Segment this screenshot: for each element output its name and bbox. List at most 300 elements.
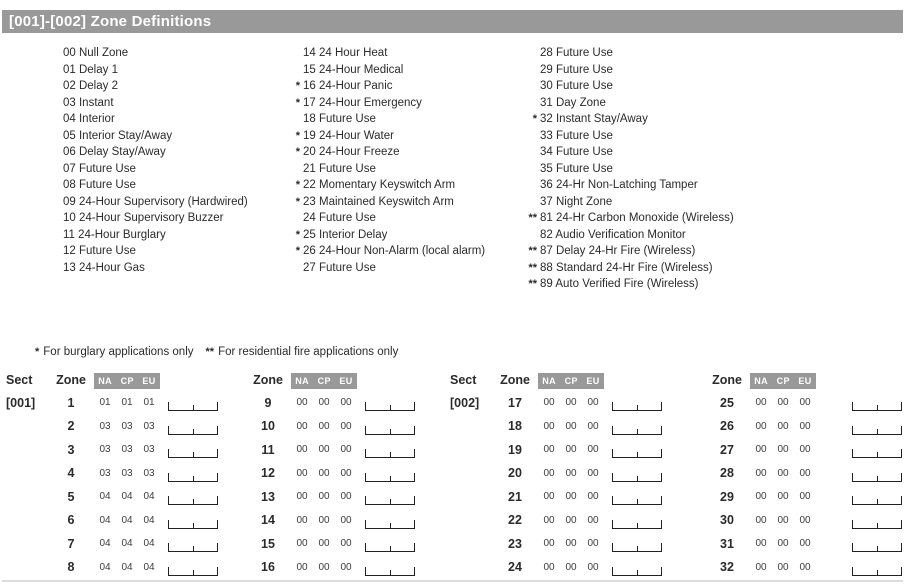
zone-type-item [521, 128, 734, 145]
zone-definition-value: 00 [318, 420, 330, 432]
write-in-field [852, 496, 902, 505]
zone-type-item [521, 45, 734, 62]
zone-definition-value: 00 [755, 420, 767, 432]
zone-type-item [284, 45, 521, 62]
zone-definition-value: 00 [755, 491, 767, 503]
zone-definition-value: 01 [99, 397, 111, 409]
zone-number: 28 [720, 466, 734, 481]
zone-type-label: 12 Future Use [63, 245, 136, 258]
worksheet-header-row [706, 373, 911, 391]
zone-definition-value: 00 [340, 444, 352, 456]
write-in-field-cell [162, 539, 220, 548]
zone-number: 11 [261, 442, 275, 457]
zone-type-item [521, 194, 734, 211]
zone-definition-values [748, 562, 818, 573]
zone-definition-value: 00 [777, 420, 789, 432]
worksheet-row [247, 556, 417, 580]
zone-type-label: 16 24-Hour Panic [303, 80, 393, 93]
zone-type-item [521, 177, 734, 194]
zone-type-item [521, 144, 734, 161]
zone-type-label: 01 Delay 1 [63, 63, 118, 76]
zone-type-item [521, 62, 734, 79]
zone-type-item [521, 227, 734, 244]
zone-number: 24 [508, 560, 522, 575]
zone-definition-value: 03 [143, 467, 155, 479]
zone-definition-value: 00 [777, 467, 789, 479]
subcolumn-label: NA [295, 376, 310, 386]
subcolumn-label: EU [586, 376, 600, 386]
zone-type-label: 14 24 Hour Heat [303, 47, 388, 60]
zone-definition-values [92, 515, 162, 526]
zone-definition-value: 03 [143, 444, 155, 456]
write-in-field-cell [818, 422, 911, 431]
zone-type-label: 27 Future Use [303, 261, 376, 274]
worksheet-header-row [0, 373, 220, 391]
write-in-field [168, 496, 218, 505]
zone-applicability-flag: ** [528, 278, 537, 291]
zone-definition-value: 00 [543, 514, 555, 526]
zone-definition-value: 00 [543, 397, 555, 409]
write-in-field-cell [162, 422, 220, 431]
subcolumn-label: CP [564, 376, 578, 386]
zone-type-item [521, 111, 734, 128]
zone-definition-values [536, 421, 606, 432]
worksheet-row [444, 509, 664, 533]
sect-column-header: Sect [450, 373, 477, 387]
zone-type-label: 05 Interior Stay/Away [63, 129, 173, 142]
zone-type-item [44, 144, 284, 161]
zone-definition-values [289, 468, 359, 479]
zone-applicability-flag: ** [528, 261, 537, 274]
zone-type-label: 35 Future Use [540, 162, 613, 175]
worksheet-row [706, 415, 911, 439]
write-in-field-cell [359, 445, 417, 454]
zone-number: 19 [508, 442, 522, 457]
zone-type-label: 89 Auto Verified Fire (Wireless) [540, 278, 699, 291]
zone-type-label: 02 Delay 2 [63, 80, 118, 93]
zone-definition-value: 00 [296, 491, 308, 503]
footnotes [35, 346, 398, 358]
zone-number: 13 [261, 489, 275, 504]
zone-definition-value: 04 [99, 491, 111, 503]
write-in-field [365, 449, 415, 458]
zone-definition-value: 00 [565, 514, 577, 526]
write-in-field-cell [818, 563, 911, 572]
worksheet-row [444, 391, 664, 415]
write-in-field [852, 567, 902, 576]
zone-definition-value: 00 [318, 538, 330, 550]
zone-definition-value: 04 [143, 514, 155, 526]
zone-definition-value: 00 [565, 491, 577, 503]
zone-definition-value: 00 [318, 397, 330, 409]
subcolumn-label: NA [754, 376, 769, 386]
zone-definition-value: 00 [296, 467, 308, 479]
zone-number: 15 [261, 536, 275, 551]
zone-type-label: 31 Day Zone [540, 96, 606, 109]
worksheet-row [444, 485, 664, 509]
write-in-field [612, 496, 662, 505]
zone-definition-value: 00 [340, 491, 352, 503]
worksheet-header-row [247, 373, 417, 391]
write-in-field [852, 520, 902, 529]
zone-definition-values [748, 515, 818, 526]
zone-definition-value: 01 [121, 397, 133, 409]
write-in-field [365, 520, 415, 529]
zone-type-item [284, 111, 521, 128]
zone-number: 16 [261, 560, 275, 575]
subcolumn-label: EU [339, 376, 353, 386]
zone-definition-values [289, 397, 359, 408]
zone-definition-value: 00 [296, 420, 308, 432]
worksheet-row [0, 485, 220, 509]
write-in-field-cell [359, 469, 417, 478]
zone-definition-values [536, 562, 606, 573]
zone-definition-value: 04 [99, 538, 111, 550]
zone-definition-value: 04 [121, 491, 133, 503]
zone-definition-values [289, 491, 359, 502]
zone-definition-value: 00 [799, 514, 811, 526]
write-in-field-cell [162, 516, 220, 525]
zone-definition-value: 03 [99, 444, 111, 456]
worksheet-row [0, 438, 220, 462]
write-in-field-cell [359, 492, 417, 501]
zone-number: 17 [508, 395, 522, 410]
zone-number: 27 [720, 442, 734, 457]
zone-definition-values [748, 421, 818, 432]
zone-type-label: 18 Future Use [303, 113, 376, 126]
zone-type-item [521, 161, 734, 178]
zone-type-label: 20 24-Hour Freeze [303, 146, 400, 159]
zone-applicability-flag: * [295, 245, 300, 258]
worksheet-row [247, 391, 417, 415]
write-in-field-cell [818, 516, 911, 525]
zone-definition-value: 00 [340, 514, 352, 526]
footnote [35, 346, 194, 358]
zone-number: 31 [720, 536, 734, 551]
zone-definition-value: 04 [121, 561, 133, 573]
zone-type-item [44, 243, 284, 260]
write-in-field-cell [606, 445, 664, 454]
zone-type-label: 37 Night Zone [540, 195, 613, 208]
zone-definition-values [536, 397, 606, 408]
zone-definition-value: 00 [587, 491, 599, 503]
zone-definition-value: 00 [799, 491, 811, 503]
write-in-field-cell [162, 445, 220, 454]
write-in-field [852, 543, 902, 552]
worksheet-row [247, 509, 417, 533]
zone-definition-value: 00 [296, 514, 308, 526]
zone-number: 30 [720, 513, 734, 528]
write-in-field-cell [818, 445, 911, 454]
zone-definition-value: 00 [755, 397, 767, 409]
write-in-field [365, 402, 415, 411]
zone-definition-values [92, 421, 162, 432]
zone-definition-value: 00 [799, 444, 811, 456]
zone-type-item [284, 260, 521, 277]
zone-applicability-flag: ** [528, 212, 537, 225]
zone-number: 26 [720, 419, 734, 434]
write-in-field [365, 426, 415, 435]
zone-definition-value: 04 [121, 514, 133, 526]
zone-applicability-flag: * [295, 129, 300, 142]
write-in-field [852, 402, 902, 411]
zone-type-item [44, 128, 284, 145]
write-in-field-cell [162, 563, 220, 572]
write-in-field [612, 567, 662, 576]
zone-definition-value: 00 [543, 420, 555, 432]
worksheet-row [444, 415, 664, 439]
zone-definition-values [536, 444, 606, 455]
zone-type-label: 23 Maintained Keyswitch Arm [303, 195, 454, 208]
zone-applicability-flag: * [295, 96, 300, 109]
zone-type-item [44, 210, 284, 227]
zone-number: 32 [720, 560, 734, 575]
write-in-field-cell [162, 492, 220, 501]
zone-number: 18 [508, 419, 522, 434]
write-in-field [612, 543, 662, 552]
zone-definition-value: 00 [755, 444, 767, 456]
zone-type-item [44, 194, 284, 211]
footnote-flag: ** [205, 346, 215, 358]
write-in-field-cell [359, 563, 417, 572]
zone-column-header: Zone [712, 373, 742, 387]
zone-number: 14 [261, 513, 275, 528]
zone-type-label: 11 24-Hour Burglary [63, 228, 166, 241]
subcolumn-label: EU [798, 376, 812, 386]
write-in-field [365, 496, 415, 505]
zone-type-label: 10 24-Hour Supervisory Buzzer [63, 212, 224, 225]
write-in-field [852, 449, 902, 458]
zone-definition-value: 00 [587, 444, 599, 456]
zone-definition-value: 00 [296, 397, 308, 409]
zone-definition-values [748, 538, 818, 549]
write-in-field [852, 426, 902, 435]
zone-definition-value: 03 [121, 420, 133, 432]
worksheet-group-4 [706, 373, 911, 579]
zone-number: 21 [508, 489, 522, 504]
zone-type-label: 13 24-Hour Gas [63, 261, 145, 274]
write-in-field-cell [359, 539, 417, 548]
zone-definition-value: 00 [755, 561, 767, 573]
worksheet-row [0, 391, 220, 415]
zone-type-label: 24 Future Use [303, 212, 376, 225]
zone-type-item [44, 78, 284, 95]
zone-definition-value: 00 [543, 538, 555, 550]
write-in-field [612, 449, 662, 458]
zone-type-label: 08 Future Use [63, 179, 136, 192]
zone-type-item [521, 78, 734, 95]
zone-definition-values [92, 468, 162, 479]
subcolumn-label: EU [142, 376, 156, 386]
write-in-field [168, 473, 218, 482]
zone-type-label: 34 Future Use [540, 146, 613, 159]
zone-type-label: 03 Instant [63, 96, 114, 109]
zone-definition-values [536, 468, 606, 479]
zone-definition-value: 00 [296, 561, 308, 573]
zone-definition-values [92, 491, 162, 502]
worksheet-row [247, 532, 417, 556]
worksheet-row [706, 556, 911, 580]
worksheet-row [0, 415, 220, 439]
write-in-field [365, 473, 415, 482]
zone-type-item [284, 144, 521, 161]
zone-number: 2 [67, 419, 75, 434]
na-cp-eu-header [750, 373, 816, 389]
worksheet-header-row [444, 373, 664, 391]
zone-number: 5 [67, 489, 75, 504]
zone-definition-values [92, 444, 162, 455]
zone-definition-value: 00 [799, 397, 811, 409]
zone-type-label: 17 24-Hour Emergency [303, 96, 422, 109]
zone-type-item [284, 128, 521, 145]
zone-type-label: 21 Future Use [303, 162, 376, 175]
zone-type-label: 30 Future Use [540, 80, 613, 93]
zone-definition-value: 00 [777, 514, 789, 526]
footnote [206, 346, 399, 358]
zone-applicability-flag: * [295, 80, 300, 93]
zone-definition-value: 00 [543, 561, 555, 573]
zone-definition-value: 00 [755, 467, 767, 479]
zone-applicability-flag: * [295, 146, 300, 159]
zone-definition-value: 00 [543, 491, 555, 503]
zone-number: 12 [261, 466, 275, 481]
na-cp-eu-header [94, 373, 160, 389]
zone-definition-value: 00 [799, 420, 811, 432]
zone-definition-values [289, 444, 359, 455]
write-in-field [365, 543, 415, 552]
write-in-field [612, 402, 662, 411]
zone-type-item [521, 260, 734, 277]
zone-definition-values [748, 444, 818, 455]
section-title-bar [2, 10, 903, 33]
zone-definition-value: 00 [587, 561, 599, 573]
zone-number: 23 [508, 536, 522, 551]
zone-definition-value: 04 [143, 538, 155, 550]
worksheet-row [706, 485, 911, 509]
zone-definition-value: 00 [587, 514, 599, 526]
zone-definition-value: 00 [318, 467, 330, 479]
footnote-text: For residential fire applications only [218, 346, 399, 358]
zone-type-label: 32 Instant Stay/Away [540, 113, 648, 126]
zone-definition-value: 00 [318, 514, 330, 526]
zone-definition-value: 00 [565, 538, 577, 550]
write-in-field-cell [606, 492, 664, 501]
zone-type-column-3 [521, 45, 734, 293]
zone-definition-value: 00 [318, 491, 330, 503]
zone-type-label: 88 Standard 24-Hr Fire (Wireless) [540, 261, 713, 274]
worksheet-row [247, 485, 417, 509]
zone-definition-values [748, 468, 818, 479]
worksheet-row [706, 509, 911, 533]
zone-definition-value: 04 [143, 561, 155, 573]
write-in-field [168, 543, 218, 552]
zone-definition-values [748, 491, 818, 502]
zone-type-item [521, 210, 734, 227]
worksheet-group-2 [247, 373, 417, 579]
zone-definition-value: 00 [587, 538, 599, 550]
zone-applicability-flag: ** [528, 245, 537, 258]
zone-definition-value: 00 [777, 538, 789, 550]
zone-type-label: 00 Null Zone [63, 47, 129, 60]
bottom-divider [2, 580, 903, 582]
zone-definition-value: 00 [565, 397, 577, 409]
write-in-field-cell [359, 422, 417, 431]
zone-definition-value: 00 [777, 561, 789, 573]
worksheet-row [706, 462, 911, 486]
zone-definition-value: 04 [143, 491, 155, 503]
zone-type-label: 28 Future Use [540, 47, 613, 60]
zone-column-header: Zone [56, 373, 86, 387]
write-in-field [168, 426, 218, 435]
zone-definition-value: 00 [755, 514, 767, 526]
zone-type-item [284, 194, 521, 211]
zone-type-item [284, 177, 521, 194]
zone-definition-value: 00 [565, 467, 577, 479]
zone-type-label: 29 Future Use [540, 63, 613, 76]
zone-type-label: 04 Interior [63, 113, 115, 126]
zone-definition-value: 03 [99, 420, 111, 432]
zone-type-item [521, 243, 734, 260]
zone-type-item [284, 62, 521, 79]
write-in-field [612, 426, 662, 435]
worksheet-row [444, 438, 664, 462]
zone-number: 4 [67, 466, 75, 481]
zone-type-label: 19 24-Hour Water [303, 129, 394, 142]
zone-type-label: 26 24-Hour Non-Alarm (local alarm) [303, 245, 486, 258]
zone-definition-values [289, 421, 359, 432]
zone-definition-values [92, 397, 162, 408]
zone-definition-values [536, 515, 606, 526]
zone-type-item [44, 227, 284, 244]
write-in-field [365, 567, 415, 576]
zone-definition-value: 00 [543, 444, 555, 456]
zone-definition-value: 00 [565, 444, 577, 456]
zone-definition-value: 00 [565, 420, 577, 432]
zone-type-label: 87 Delay 24-Hr Fire (Wireless) [540, 245, 696, 258]
sect-number: [001] [6, 395, 36, 410]
zone-number: 7 [67, 536, 75, 551]
zone-definition-value: 00 [777, 397, 789, 409]
write-in-field [612, 520, 662, 529]
worksheet-row [444, 556, 664, 580]
zone-definition-value: 00 [565, 561, 577, 573]
zone-definition-value: 00 [296, 538, 308, 550]
worksheet-group-1 [0, 373, 220, 579]
zone-definition-value: 03 [121, 467, 133, 479]
zone-type-label: 81 24-Hr Carbon Monoxide (Wireless) [540, 212, 734, 225]
write-in-field-cell [606, 422, 664, 431]
write-in-field-cell [162, 398, 220, 407]
worksheet-row [0, 509, 220, 533]
zone-type-item [44, 177, 284, 194]
write-in-field-cell [606, 398, 664, 407]
write-in-field [168, 520, 218, 529]
zone-type-item [44, 95, 284, 112]
zone-type-label: 25 Interior Delay [303, 228, 388, 241]
zone-definition-value: 00 [543, 467, 555, 479]
zone-definition-value: 00 [340, 467, 352, 479]
write-in-field-cell [818, 469, 911, 478]
write-in-field [612, 473, 662, 482]
zone-definition-value: 04 [99, 561, 111, 573]
zone-definition-values [748, 397, 818, 408]
zone-type-item [284, 78, 521, 95]
zone-applicability-flag: * [295, 195, 300, 208]
subcolumn-label: NA [98, 376, 113, 386]
zone-type-item [44, 45, 284, 62]
zone-definition-values [92, 562, 162, 573]
zone-definition-values [289, 515, 359, 526]
